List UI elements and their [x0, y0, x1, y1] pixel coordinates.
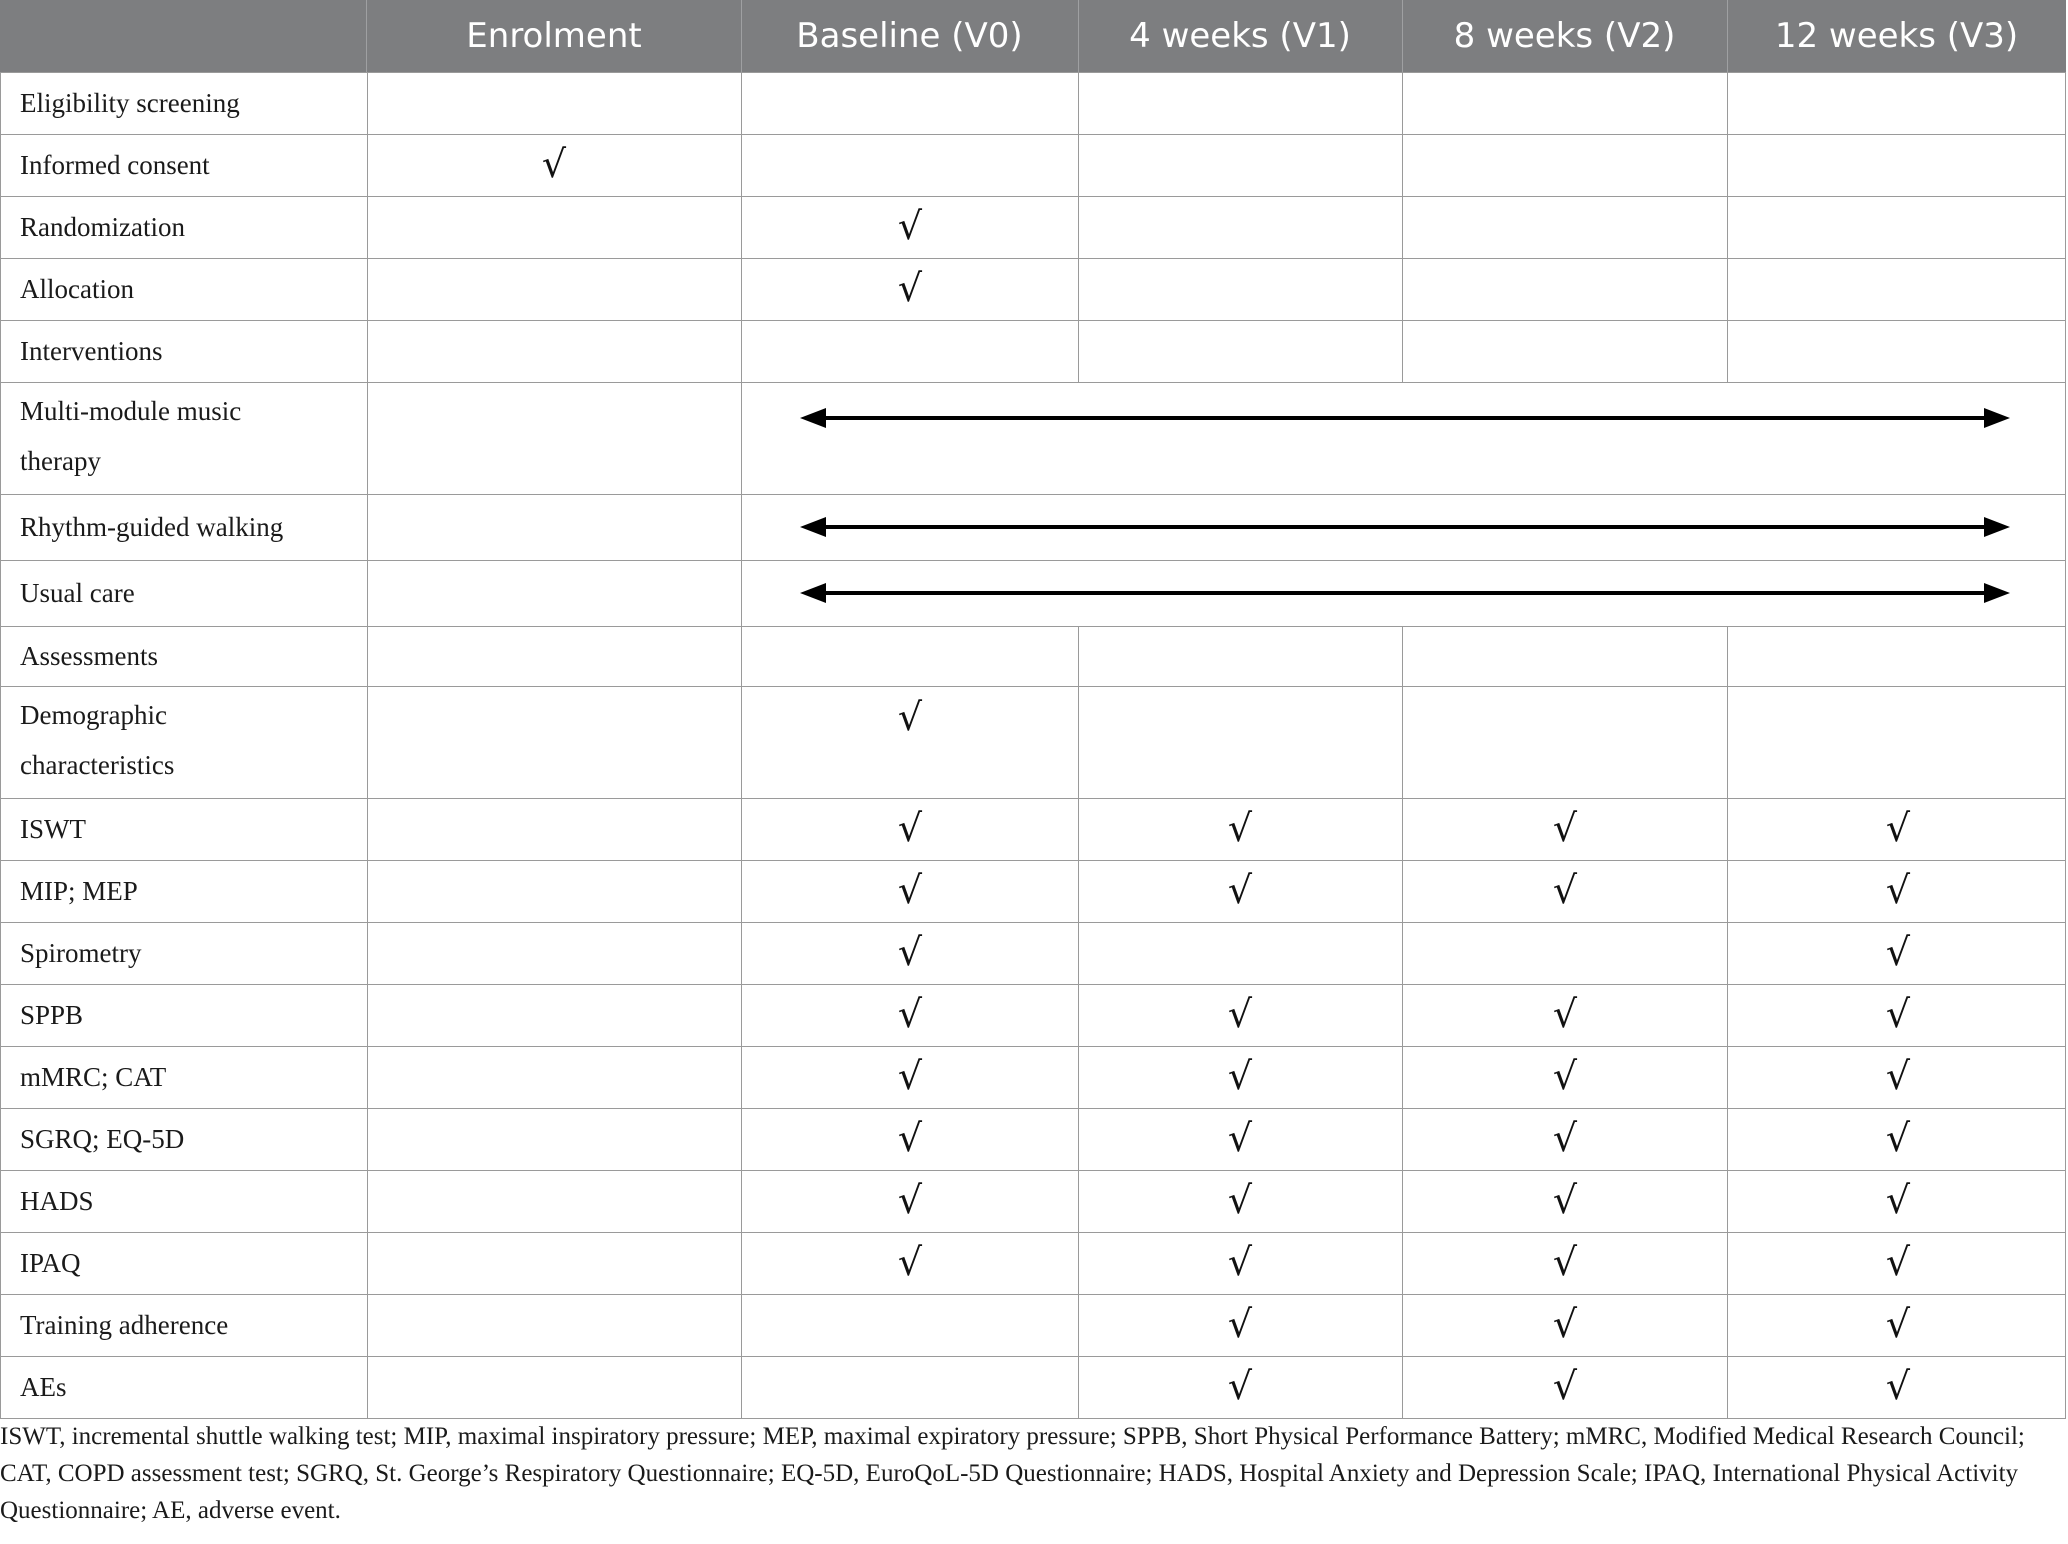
- column-divider: [1727, 196, 1728, 258]
- check-mark: √: [1885, 1054, 1911, 1098]
- column-divider: [741, 922, 742, 984]
- check-mark: √: [1227, 806, 1253, 850]
- table-footnote: ISWT, incremental shuttle walking test; MIP, maximal inspiratory pressure; MEP, maximal expiratory pressure; SPPB, Short Physical Performance Battery; mMRC, Modified Medical Research Council; CAT, COPD assessment test; SGRQ, St. George’s Respiratory Questionnaire; EQ-5D, EuroQoL-5D Questionnaire; HADS, Hospital Anxiety and Depression Scale; IPAQ, International Physical Activity Questionnaire; AE, adverse event.: [0, 1423, 2025, 1524]
- row-label: [20, 382, 241, 486]
- check-mark: √: [1885, 1302, 1911, 1346]
- check-mark: √: [1227, 992, 1253, 1036]
- column-divider: [1402, 1294, 1403, 1356]
- column-divider: [1727, 0, 1728, 72]
- check-mark: √: [1227, 1302, 1253, 1346]
- row-divider: [0, 320, 2066, 321]
- column-divider: [1078, 626, 1079, 686]
- check-mark: √: [1885, 868, 1911, 912]
- column-divider: [1727, 984, 1728, 1046]
- column-divider: [1727, 1170, 1728, 1232]
- row-divider: [0, 72, 2066, 73]
- column-divider: [0, 1108, 1, 1170]
- column-divider: [0, 626, 1, 686]
- column-divider: [1078, 196, 1079, 258]
- column-divider: [2065, 1108, 2066, 1170]
- column-divider: [1402, 1232, 1403, 1294]
- column-divider: [1078, 1108, 1079, 1170]
- column-divider: [367, 560, 368, 626]
- check-mark: √: [897, 868, 923, 912]
- column-divider: [0, 560, 1, 626]
- column-divider: [1078, 1294, 1079, 1356]
- check-mark: √: [1227, 868, 1253, 912]
- column-divider: [0, 860, 1, 922]
- column-divider: [2065, 860, 2066, 922]
- check-mark: √: [1552, 1240, 1578, 1284]
- row-divider: [0, 686, 2066, 687]
- header-baseline: Baseline (V0): [796, 16, 1023, 56]
- check-mark: √: [897, 1178, 923, 1222]
- check-mark: √: [1227, 1116, 1253, 1160]
- row-divider: [0, 560, 2066, 561]
- column-divider: [741, 0, 742, 72]
- row-label-line: therapy: [20, 446, 101, 476]
- row-label: Randomization: [20, 212, 185, 242]
- column-divider: [367, 1170, 368, 1232]
- column-divider: [741, 1046, 742, 1108]
- column-divider: [1727, 134, 1728, 196]
- column-divider: [2065, 984, 2066, 1046]
- row-label: Rhythm-guided walking: [20, 512, 284, 542]
- column-divider: [0, 196, 1, 258]
- column-divider: [1402, 320, 1403, 382]
- column-divider: [1078, 860, 1079, 922]
- row-label: Spirometry: [20, 938, 142, 968]
- column-divider: [2065, 922, 2066, 984]
- column-divider: [1402, 922, 1403, 984]
- check-mark: √: [1885, 1240, 1911, 1284]
- row-divider: [0, 984, 2066, 985]
- row-divider: [0, 626, 2066, 627]
- column-divider: [2065, 1232, 2066, 1294]
- column-divider: [0, 258, 1, 320]
- check-mark: √: [1552, 1178, 1578, 1222]
- column-divider: [1078, 134, 1079, 196]
- row-label: IPAQ: [20, 1248, 81, 1278]
- column-divider: [0, 1232, 1, 1294]
- column-divider: [367, 860, 368, 922]
- check-mark: √: [897, 204, 923, 248]
- column-divider: [0, 494, 1, 560]
- column-divider: [1402, 626, 1403, 686]
- column-divider: [1402, 984, 1403, 1046]
- check-mark: √: [897, 695, 923, 739]
- column-divider: [1078, 258, 1079, 320]
- column-divider: [741, 626, 742, 686]
- double-arrow-icon: [800, 406, 2010, 430]
- column-divider: [741, 134, 742, 196]
- column-divider: [0, 320, 1, 382]
- column-divider: [367, 72, 368, 134]
- column-divider: [0, 72, 1, 134]
- table-header: [0, 0, 2066, 72]
- check-mark: √: [897, 930, 923, 974]
- column-divider: [741, 1294, 742, 1356]
- column-divider: [741, 196, 742, 258]
- column-divider: [1078, 0, 1079, 72]
- column-divider: [1078, 320, 1079, 382]
- check-mark: √: [1885, 1364, 1911, 1408]
- check-mark: √: [541, 142, 567, 186]
- row-label: Interventions: [20, 336, 163, 366]
- row-divider: [0, 1232, 2066, 1233]
- column-divider: [0, 984, 1, 1046]
- row-label-line: characteristics: [20, 750, 175, 780]
- row-divider: [0, 1108, 2066, 1109]
- header-8-weeks: 8 weeks (V2): [1453, 16, 1676, 56]
- check-mark: √: [1227, 1364, 1253, 1408]
- column-divider: [1727, 1046, 1728, 1108]
- column-divider: [367, 1232, 368, 1294]
- column-divider: [1078, 72, 1079, 134]
- column-divider: [1078, 1356, 1079, 1418]
- column-divider: [367, 626, 368, 686]
- column-divider: [1078, 1170, 1079, 1232]
- column-divider: [367, 1108, 368, 1170]
- row-divider: [0, 494, 2066, 495]
- column-divider: [1078, 922, 1079, 984]
- check-mark: √: [897, 1054, 923, 1098]
- row-divider: [0, 860, 2066, 861]
- row-divider: [0, 922, 2066, 923]
- row-divider: [0, 382, 2066, 383]
- check-mark: √: [1885, 1116, 1911, 1160]
- column-divider: [1727, 1232, 1728, 1294]
- column-divider: [1727, 72, 1728, 134]
- column-divider: [741, 1356, 742, 1418]
- column-divider: [741, 382, 742, 494]
- column-divider: [741, 798, 742, 860]
- row-divider: [0, 1294, 2066, 1295]
- row-label: Eligibility screening: [20, 88, 240, 118]
- row-label: HADS: [20, 1186, 94, 1216]
- column-divider: [1402, 0, 1403, 72]
- check-mark: √: [897, 1116, 923, 1160]
- check-mark: √: [897, 266, 923, 310]
- column-divider: [367, 320, 368, 382]
- column-divider: [741, 72, 742, 134]
- column-divider: [2065, 258, 2066, 320]
- column-divider: [741, 1108, 742, 1170]
- column-divider: [367, 382, 368, 494]
- column-divider: [2065, 72, 2066, 134]
- column-divider: [741, 984, 742, 1046]
- check-mark: √: [1552, 806, 1578, 850]
- column-divider: [1727, 1356, 1728, 1418]
- column-divider: [1402, 1356, 1403, 1418]
- column-divider: [2065, 134, 2066, 196]
- column-divider: [367, 922, 368, 984]
- double-arrow-icon: [800, 515, 2010, 539]
- column-divider: [741, 1232, 742, 1294]
- column-divider: [367, 798, 368, 860]
- row-label: SPPB: [20, 1000, 84, 1030]
- row-label: Training adherence: [20, 1310, 229, 1340]
- row-label: AEs: [20, 1372, 67, 1402]
- header-enrolment: Enrolment: [466, 16, 642, 56]
- header-12-weeks: 12 weeks (V3): [1774, 16, 2019, 56]
- column-divider: [1402, 258, 1403, 320]
- column-divider: [1078, 1046, 1079, 1108]
- row-divider: [0, 196, 2066, 197]
- column-divider: [1078, 984, 1079, 1046]
- column-divider: [0, 798, 1, 860]
- check-mark: √: [1552, 1302, 1578, 1346]
- column-divider: [2065, 1294, 2066, 1356]
- column-divider: [2065, 1356, 2066, 1418]
- row-divider: [0, 134, 2066, 135]
- column-divider: [0, 686, 1, 798]
- column-divider: [1402, 1046, 1403, 1108]
- check-mark: √: [1227, 1240, 1253, 1284]
- column-divider: [0, 382, 1, 494]
- row-label: Allocation: [20, 274, 134, 304]
- column-divider: [367, 686, 368, 798]
- row-divider: [0, 1046, 2066, 1047]
- check-mark: √: [1885, 992, 1911, 1036]
- row-label-line: Demographic: [20, 700, 167, 730]
- column-divider: [2065, 382, 2066, 494]
- column-divider: [1727, 922, 1728, 984]
- column-divider: [0, 1046, 1, 1108]
- column-divider: [2065, 798, 2066, 860]
- column-divider: [367, 1356, 368, 1418]
- column-divider: [1727, 626, 1728, 686]
- row-label: ISWT: [20, 814, 86, 844]
- column-divider: [1727, 686, 1728, 798]
- check-mark: √: [897, 992, 923, 1036]
- column-divider: [2065, 626, 2066, 686]
- column-divider: [367, 1294, 368, 1356]
- column-divider: [1402, 196, 1403, 258]
- column-divider: [1727, 258, 1728, 320]
- header-4-weeks: 4 weeks (V1): [1129, 16, 1351, 56]
- row-label: [20, 686, 174, 790]
- column-divider: [1727, 860, 1728, 922]
- column-divider: [0, 1356, 1, 1418]
- column-divider: [1727, 1108, 1728, 1170]
- column-divider: [741, 686, 742, 798]
- column-divider: [2065, 1170, 2066, 1232]
- column-divider: [2065, 560, 2066, 626]
- check-mark: √: [1552, 1364, 1578, 1408]
- column-divider: [741, 560, 742, 626]
- column-divider: [2065, 686, 2066, 798]
- check-mark: √: [1885, 1178, 1911, 1222]
- row-label: SGRQ; EQ-5D: [20, 1124, 185, 1154]
- row-label-line: Multi-module music: [20, 396, 242, 426]
- check-mark: √: [897, 1240, 923, 1284]
- column-divider: [1078, 1232, 1079, 1294]
- column-divider: [1402, 798, 1403, 860]
- column-divider: [367, 1046, 368, 1108]
- column-divider: [741, 258, 742, 320]
- column-divider: [1727, 798, 1728, 860]
- row-label: Usual care: [20, 578, 135, 608]
- column-divider: [1402, 1108, 1403, 1170]
- column-divider: [0, 922, 1, 984]
- column-divider: [1078, 686, 1079, 798]
- column-divider: [1402, 134, 1403, 196]
- column-divider: [2065, 494, 2066, 560]
- column-divider: [367, 134, 368, 196]
- column-divider: [1078, 798, 1079, 860]
- check-mark: √: [1885, 806, 1911, 850]
- row-label: Assessments: [20, 641, 159, 671]
- check-mark: √: [1552, 1116, 1578, 1160]
- row-divider: [0, 258, 2066, 259]
- row-divider: [0, 1356, 2066, 1357]
- column-divider: [741, 860, 742, 922]
- check-mark: √: [1552, 868, 1578, 912]
- column-divider: [1727, 320, 1728, 382]
- column-divider: [0, 134, 1, 196]
- column-divider: [741, 1170, 742, 1232]
- column-divider: [2065, 1046, 2066, 1108]
- row-label: MIP; MEP: [20, 876, 138, 906]
- check-mark: √: [1227, 1178, 1253, 1222]
- column-divider: [2065, 196, 2066, 258]
- column-divider: [366, 0, 367, 72]
- column-divider: [1402, 1170, 1403, 1232]
- check-mark: √: [1227, 1054, 1253, 1098]
- column-divider: [367, 258, 368, 320]
- column-divider: [0, 1294, 1, 1356]
- column-divider: [1727, 1294, 1728, 1356]
- column-divider: [367, 494, 368, 560]
- column-divider: [1402, 686, 1403, 798]
- column-divider: [2065, 320, 2066, 382]
- row-label: mMRC; CAT: [20, 1062, 167, 1092]
- check-mark: √: [897, 806, 923, 850]
- row-divider: [0, 798, 2066, 799]
- check-mark: √: [1552, 992, 1578, 1036]
- row-label: Informed consent: [20, 150, 210, 180]
- row-divider: [0, 1170, 2066, 1171]
- column-divider: [367, 984, 368, 1046]
- column-divider: [1402, 860, 1403, 922]
- column-divider: [741, 320, 742, 382]
- column-divider: [0, 1170, 1, 1232]
- check-mark: √: [1552, 1054, 1578, 1098]
- column-divider: [367, 196, 368, 258]
- column-divider: [741, 494, 742, 560]
- double-arrow-icon: [800, 581, 2010, 605]
- column-divider: [1402, 72, 1403, 134]
- check-mark: √: [1885, 930, 1911, 974]
